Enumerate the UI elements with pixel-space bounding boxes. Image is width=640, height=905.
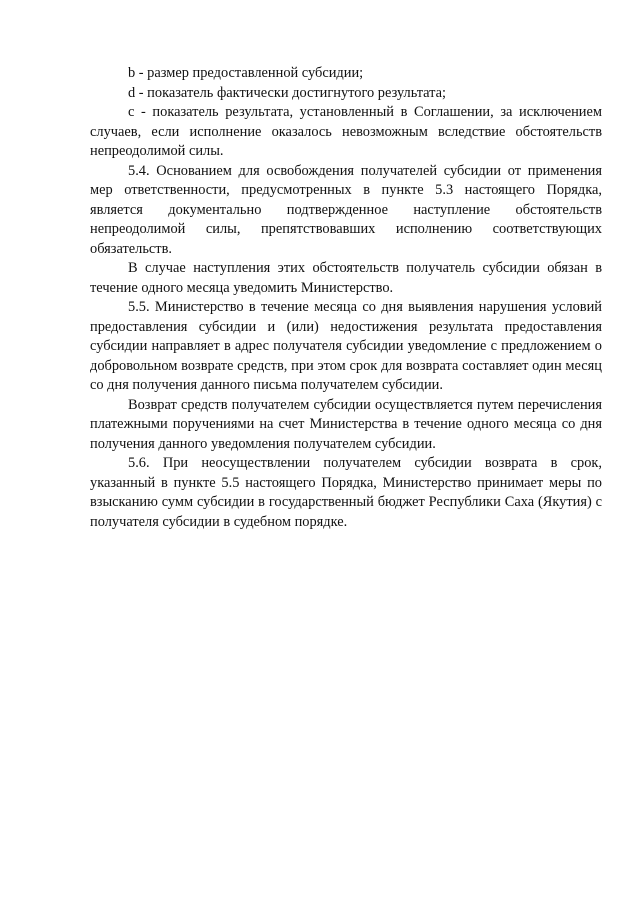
document-body [90,64,602,532]
paragraph-5-4: 5.4. Основанием для освобождения получателей субсидии от применения мер ответственности, предусмотренных в пункте 5.3 настоящего Порядка, является документально подтвержденное наступление обстоятельств непреодолимой силы, препятствовавших исполнению соответствующих обязательств. [90,162,602,257]
paragraph-5-6: 5.6. При неосуществлении получателем субсидии возврата в срок, указанный в пункте 5.5 настоящего Порядка, Министерство принимает меры по взысканию сумм субсидии в государственный бюджет Республики Саха (Якутия) с получателя субсидии в судебном порядке. [90,455,602,530]
paragraph-5-5: 5.5. Министерство в течение месяца со дня выявления нарушения условий предоставления субсидии и (или) недостижения результата предоставления субсидии направляет в адрес получателя субсидии уведомление с предложением о добровольном возврате средств, при этом срок для возврата составляет один месяц со дня получения данного письма получателем субсидии. [90,299,602,393]
paragraph-c-definition: c - показатель результата, установленный в Соглашении, за исключением случаев, если исполнение оказалось невозможным вследствие обстоятельств непреодолимой силы. [90,104,602,159]
paragraph-b-definition: b - размер предоставленной субсидии; [128,65,364,81]
paragraph-5-5-return: Возврат средств получателем субсидии осуществляется путем перечисления платежными поручениями на счет Министерства в течение одного месяца со дня получения данного уведомления получателем субсидии. [90,396,602,452]
paragraph-5-4-notice: В случае наступления этих обстоятельств получатель субсидии обязан в течение одного месяца уведомить Министерство. [90,260,602,296]
paragraph-d-definition: d - показатель фактически достигнутого результата; [128,84,447,101]
